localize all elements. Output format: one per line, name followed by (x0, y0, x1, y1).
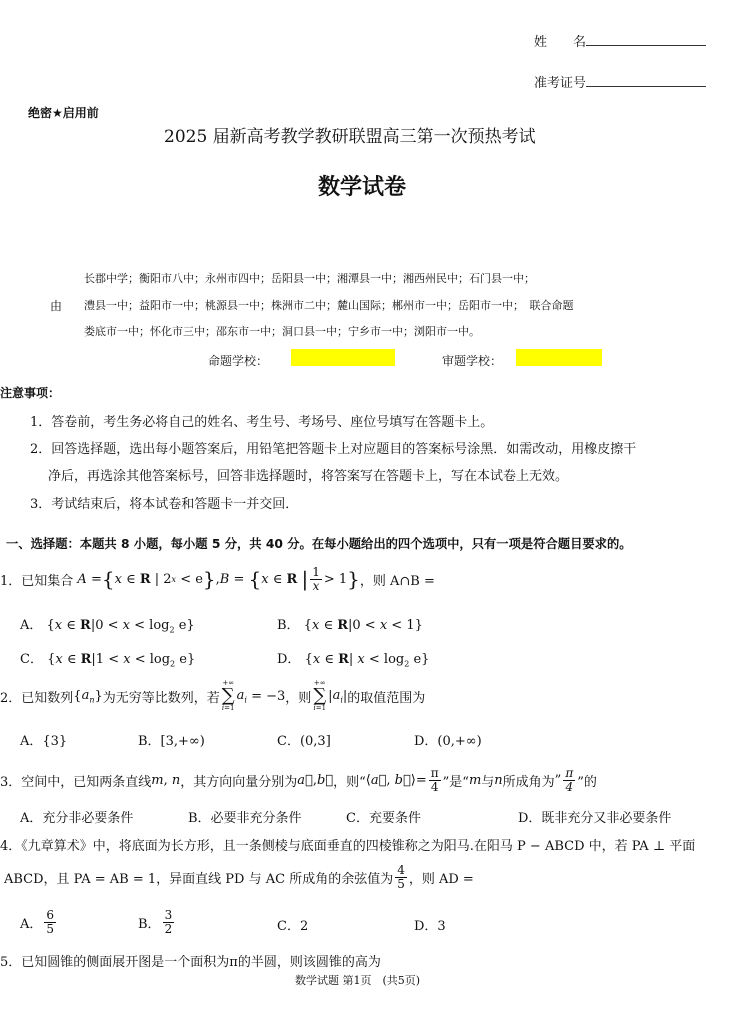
ticket-blank[interactable] (586, 74, 706, 87)
confidential-mark: 绝密★启用前 (28, 106, 99, 120)
setter-highlight (291, 349, 395, 366)
question-3-stem: 3．空间中，已知两条直线 m , n ，其方向向量分别为 a⃗ , b⃗ ，则“ ⟨ a⃗ , b⃗ ⟩= $\frac{\pi}{4}$ ”是“ m 与 n 所成角为 ” $\frac{\pi}{4}$ ”的 (0, 765, 597, 794)
question-1-option-b[interactable]: B． {x ∈ R|0 < x < 1} (277, 618, 423, 633)
setter-label: 命题学校： (208, 354, 269, 368)
question-2-option-b[interactable]: B．[3,+∞) (138, 734, 205, 749)
question-4-option-b[interactable]: B． $\frac{3}{2}$ (138, 907, 173, 936)
note-2a: 2．回答选择题，选出每小题答案后，用铅笔把答题卡上对应题目的答案标号涂黑．如需改动，用橡皮擦干 (30, 442, 637, 457)
question-3-option-c[interactable]: C．充要条件 (346, 811, 421, 826)
question-3-option-d[interactable]: D．既非充分又非必要条件 (518, 811, 672, 826)
question-4-option-a[interactable]: A． $\frac{6}{5}$ (20, 907, 55, 936)
schools-line-1: 长郡中学；衡阳市八中；永州市四中；岳阳县一中；湘潭县一中；湘西州民中；石门县一中； (84, 272, 535, 285)
question-3-option-b[interactable]: B．必要非充分条件 (188, 811, 302, 826)
question-4-option-d[interactable]: D．3 (414, 919, 446, 934)
question-1-option-c[interactable]: C． {x ∈ $R|1 < x < \log_2 e$} (20, 652, 196, 669)
schools-line-3: 娄底市一中；怀化市三中；邵东市一中；洞口县一中；宁乡市一中；浏阳市一中。 (84, 325, 480, 338)
name-label: 姓 名 (534, 31, 706, 50)
page-footer: 数学试题 第1页 (共5页) (295, 974, 421, 987)
note-2b: 净后，再选涂其他答案标号，回答非选择题时，将答案写在答题卡上，写在本试卷上无效。 (48, 469, 569, 484)
question-4-option-c[interactable]: C．2 (277, 919, 309, 934)
question-1-stem: 1．已知集合 A = { x ∈ R | 2 x < e } , B = { x ∈ R | $\frac{1}{x}$ > 1 } ，则 A∩B = (0, 564, 435, 593)
schools-by: 由 (50, 299, 63, 313)
note-3: 3．考试结束后，将本试卷和答题卡一并交回． (30, 497, 299, 512)
exam-title: 2025 届新高考教学教研联盟高三第一次预热考试 (164, 127, 536, 147)
reviewer-highlight (516, 349, 602, 366)
subject-title: 数学试卷 (318, 175, 407, 200)
question-1-option-a[interactable]: A． {x ∈ $R|0 < x < \log_2 e$} (20, 618, 195, 635)
question-4-line-1: 4．《九章算术》中，将底面为长方形，且一条侧棱与底面垂直的四棱锥称之为阳马.在阳马 P − ABCD 中，若 PA ⊥ 平面 (0, 839, 696, 854)
question-2-option-c[interactable]: C．(0,3] (277, 734, 331, 749)
question-2-stem: 2．已知数列 { $a_n$ } 为无穷等比数列，若 +∞ ∑ i=1 $a_i$ = −3 ，则 +∞ ∑ i=1 | $a_i$ | 的取值范围为 (0, 679, 426, 712)
reviewer-label: 审题学校： (442, 354, 503, 368)
question-3-option-a[interactable]: A．充分非必要条件 (20, 811, 134, 826)
question-2-option-a[interactable]: A．{3} (20, 734, 68, 749)
question-5-stem: 5．已知圆锥的侧面展开图是一个面积为π的半圆，则该圆锥的高为 (0, 955, 381, 970)
question-2-option-d[interactable]: D．(0,+∞) (414, 734, 482, 749)
note-1: 1．答卷前，考生务必将自己的姓名、考生号、考场号、座位号填写在答题卡上。 (30, 415, 494, 430)
question-4-line-2: ABCD，且 PA = AB = 1，异面直线 PD 与 AC 所成角的余弦值为 $\frac{4}{5}$ ，则 AD = (4, 862, 474, 891)
section-1-heading: 一、选择题：本题共 8 小题，每小题 5 分，共 40 分。在每小题给出的四个选项中，只有一项是符合题目要求的。 (6, 537, 632, 551)
notes-title: 注意事项： (0, 386, 61, 400)
ticket-label: 准考证号 (534, 72, 706, 91)
question-1-option-d[interactable]: D． {x ∈ R| $x < \log_2 e$} (277, 652, 430, 669)
schools-line-2: 澧县一中；益阳市一中；桃源县一中；株洲市二中；麓山国际；郴州市一中；岳阳市一中； 联合命题 (84, 299, 574, 312)
name-blank[interactable] (586, 33, 706, 46)
